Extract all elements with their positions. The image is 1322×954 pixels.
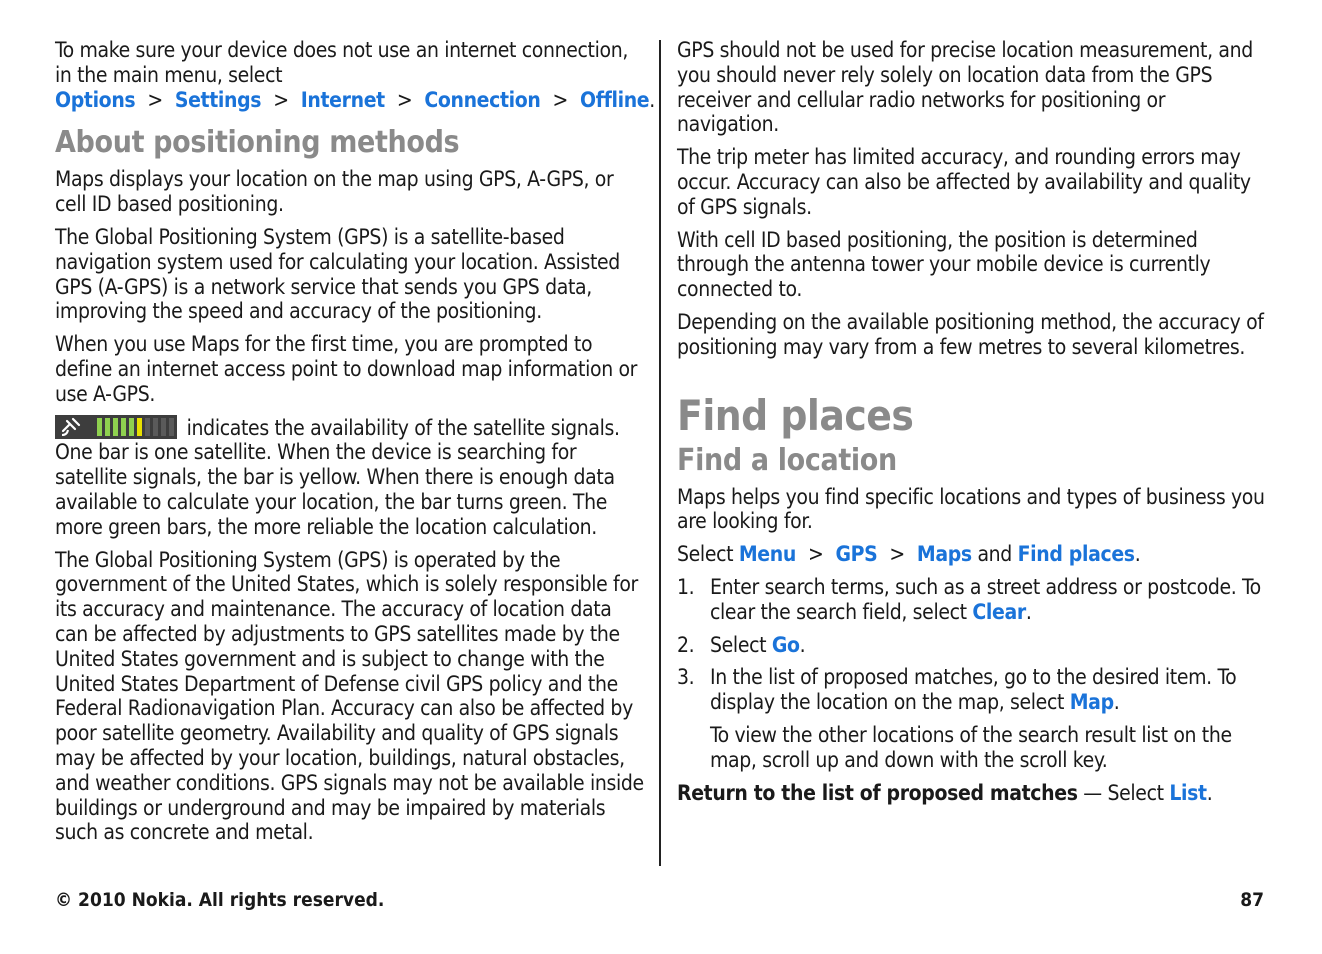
paragraph: With cell ID based positioning, the position is determined through the antenna tower your mobile device is currently connected to. (677, 227, 1211, 302)
link-list[interactable]: List (1169, 780, 1207, 805)
menu-path: Select Menu > GPS > Maps and Find places. (677, 542, 1141, 567)
link-go[interactable]: Go (771, 632, 800, 657)
separator: > (552, 87, 569, 112)
signal-bar (153, 418, 158, 436)
signal-bar (129, 418, 134, 436)
right-column (677, 38, 1267, 813)
list-item: 3. In the list of proposed matches, go to the desired item. To display the location on the map, select Map. To view the other locations of the search result list on the map, scroll up and down with the scroll key. (677, 665, 1267, 772)
list-item: 1. Enter search terms, such as a street address or postcode. To clear the search field, select Clear. (677, 574, 1261, 624)
link-internet[interactable]: Internet (300, 87, 385, 112)
signal-paragraph: indicates the availability of the satellite signals. One bar is one satellite. When the device is searching for satellite signals, the bar is yellow. When there is enough data available to calculate your location, the bar turns green. The more green bars, the more reliable the location calculation. (55, 415, 620, 539)
heading-about-positioning: About positioning methods (55, 125, 460, 161)
column-divider (659, 40, 661, 866)
satellite-signal-icon (55, 415, 177, 439)
paragraph: Depending on the available positioning method, the accuracy of positioning may vary from a few metres to several kilometres. (677, 309, 1264, 359)
separator: > (273, 87, 289, 112)
link-offline[interactable]: Offline (580, 87, 650, 112)
left-column (55, 38, 655, 853)
paragraph: The Global Positioning System (GPS) is operated by the government of the United States, which is solely responsible for its accuracy and maintenance. The accuracy of location data can be affected by adjustments to GPS satellites made by the United States government and is subject to change with the United States Department of Defense civil GPS policy and the Federal Radionavigation Plan. Accuracy can also be affected by poor satellite geometry. Availability and quality of GPS signals may be affected by your location, buildings, natural obstacles, and weather conditions. GPS signals may not be available inside buildings or underground and may be impaired by materials such as concrete and metal. (55, 547, 644, 845)
steps-list (677, 575, 1267, 773)
link-menu[interactable]: Menu (738, 542, 796, 567)
signal-bar (161, 418, 166, 436)
separator: > (889, 542, 905, 567)
footer-copyright: © 2010 Nokia. All rights reserved. (55, 889, 385, 911)
step-note: To view the other locations of the search result list on the map, scroll up and down with the scroll key. (710, 722, 1232, 772)
paragraph: When you use Maps for the first time, you are prompted to define an internet access point to download map information or use A-GPS. (55, 332, 638, 406)
title-find-places: Find places (677, 390, 914, 440)
satellite-icon (59, 417, 87, 437)
signal-bar (121, 418, 126, 436)
paragraph: Maps displays your location on the map using GPS, A-GPS, or cell ID based positioning. (55, 167, 614, 217)
link-gps[interactable]: GPS (835, 542, 878, 567)
offline-instructions: To make sure your device does not use an internet connection, in the main menu, select Options > Settings > Internet > Connection > Offline. (55, 38, 655, 112)
link-clear[interactable]: Clear (972, 599, 1026, 624)
signal-bar (105, 418, 110, 436)
link-map[interactable]: Map (1069, 690, 1114, 715)
separator: > (807, 542, 824, 567)
signal-bar (137, 418, 142, 436)
paragraph: GPS should not be used for precise location measurement, and you should never rely solely on location data from the GPS receiver and cellular radio networks for positioning or navigation. (677, 38, 1253, 137)
link-connection[interactable]: Connection (424, 87, 541, 112)
return-instruction: Return to the list of proposed matches — Select List. (677, 780, 1213, 805)
heading-find-location: Find a location (677, 442, 897, 478)
link-options[interactable]: Options (55, 87, 136, 112)
signal-bar (145, 418, 150, 436)
link-find-places[interactable]: Find places (1017, 542, 1135, 567)
signal-bar (169, 418, 174, 436)
signal-bar (113, 418, 118, 436)
separator: > (396, 87, 413, 112)
page-number: 87 (1240, 889, 1264, 911)
link-maps[interactable]: Maps (916, 542, 972, 567)
paragraph: Maps helps you find specific locations and types of business you are looking for. (677, 484, 1265, 534)
paragraph: The Global Positioning System (GPS) is a satellite-based navigation system used for calculating your location. Assisted GPS (A-GPS) is a network service that sends you GPS data, improving the speed and accuracy of the positioning. (55, 224, 620, 324)
list-item: 2. Select Go. (677, 632, 806, 657)
link-settings[interactable]: Settings (174, 87, 262, 112)
paragraph: The trip meter has limited accuracy, and rounding errors may occur. Accuracy can also be affected by availability and quality of GPS signals. (677, 145, 1251, 219)
separator: > (147, 87, 163, 112)
signal-bar (97, 418, 102, 436)
